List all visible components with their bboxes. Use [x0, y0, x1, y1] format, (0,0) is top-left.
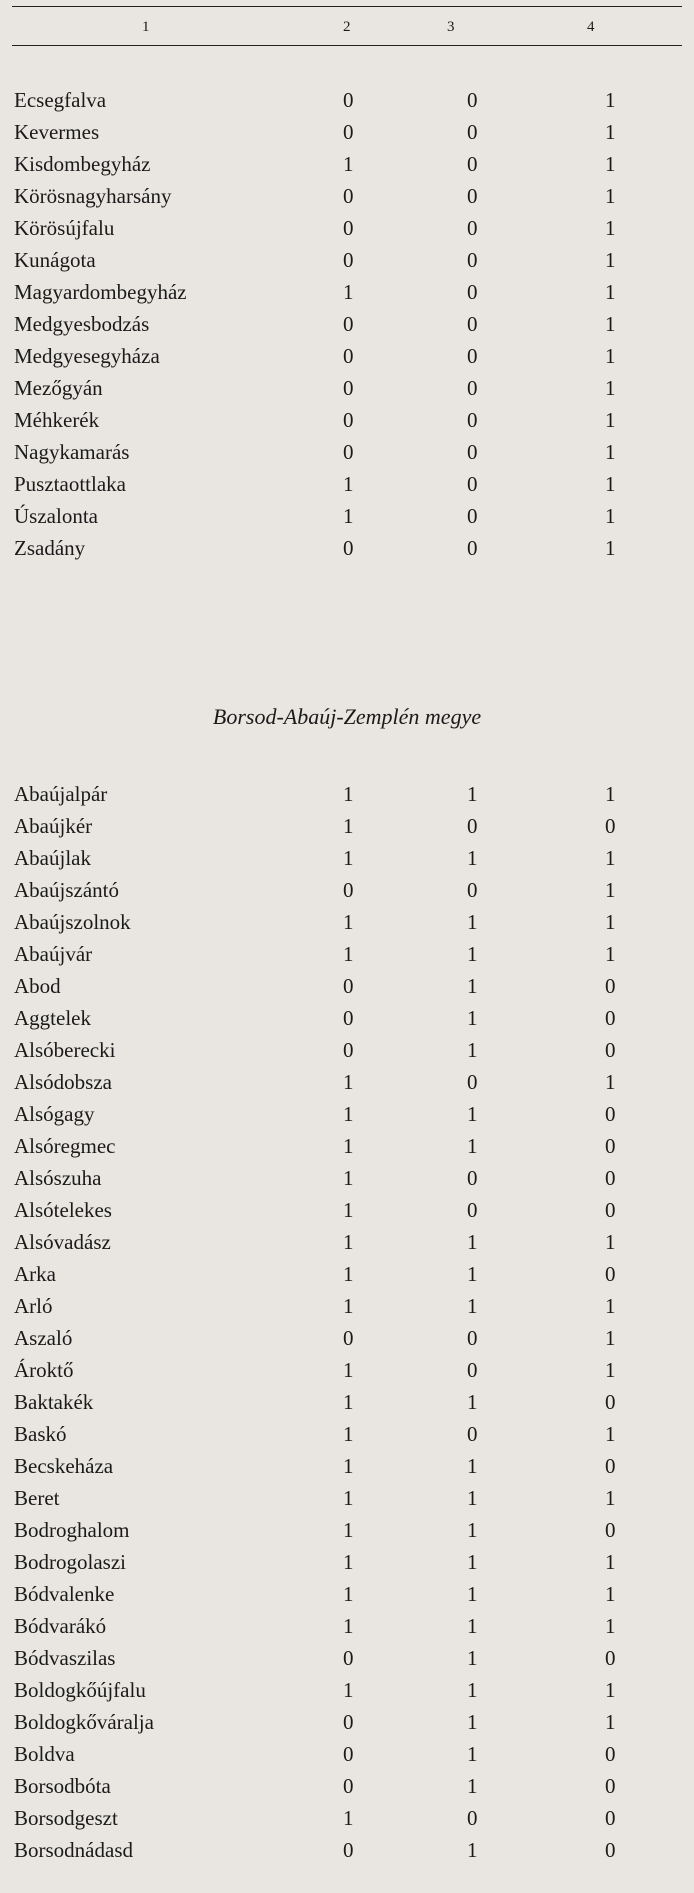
column-header-3: 3 [447, 19, 455, 35]
column-4-value: 0 [605, 1518, 616, 1542]
settlement-name: Boldogkőváralja [14, 1710, 154, 1734]
column-4-value: 0 [605, 1390, 616, 1414]
table-row [0, 532, 694, 564]
settlement-name: Bodrogolaszi [14, 1550, 126, 1574]
table-row [0, 212, 694, 244]
table-row [0, 1226, 694, 1258]
column-4-value: 0 [605, 1198, 616, 1222]
column-2-value: 1 [343, 472, 354, 496]
column-3-value: 1 [467, 1102, 478, 1126]
settlement-name: Abod [14, 974, 61, 998]
settlement-name: Alsószuha [14, 1166, 102, 1190]
table-row [0, 340, 694, 372]
column-4-value: 1 [605, 782, 616, 806]
column-2-value: 1 [343, 280, 354, 304]
column-3-value: 1 [467, 1262, 478, 1286]
column-4-value: 0 [605, 1774, 616, 1798]
column-4-value: 1 [605, 1678, 616, 1702]
settlement-name: Kevermes [14, 120, 100, 144]
column-2-value: 0 [343, 120, 354, 144]
column-2-value: 1 [343, 1614, 354, 1638]
table-row [0, 1322, 694, 1354]
column-2-value: 1 [343, 152, 354, 176]
settlement-name: Abaújlak [14, 846, 91, 870]
settlement-name: Abaújszántó [14, 878, 119, 902]
column-2-value: 0 [343, 88, 354, 112]
table-row [0, 404, 694, 436]
column-2-value: 0 [343, 216, 354, 240]
column-4-value: 1 [605, 1294, 616, 1318]
column-3-value: 1 [467, 1038, 478, 1062]
settlement-name: Becskeháza [14, 1454, 114, 1478]
column-3-value: 0 [467, 440, 478, 464]
column-2-value: 1 [343, 1102, 354, 1126]
column-3-value: 1 [467, 1838, 478, 1862]
settlement-name: Körösújfalu [14, 216, 115, 240]
settlement-name: Arka [14, 1262, 56, 1286]
settlement-name: Méhkerék [14, 408, 100, 432]
column-3-value: 0 [467, 88, 478, 112]
column-2-value: 0 [343, 878, 354, 902]
column-4-value: 0 [605, 1006, 616, 1030]
settlement-name: Borsodgeszt [14, 1806, 118, 1830]
column-2-value: 0 [343, 184, 354, 208]
column-4-value: 1 [605, 1422, 616, 1446]
table-row [0, 1386, 694, 1418]
column-2-value: 1 [343, 910, 354, 934]
table-row [0, 938, 694, 970]
settlement-name: Abaújalpár [14, 782, 108, 806]
table-top-rule [12, 6, 682, 7]
table-row [0, 1162, 694, 1194]
column-3-value: 1 [467, 1454, 478, 1478]
column-2-value: 0 [343, 408, 354, 432]
settlement-name: Bódvalenke [14, 1582, 115, 1606]
column-4-value: 1 [605, 472, 616, 496]
column-4-value: 1 [605, 846, 616, 870]
column-2-value: 0 [343, 344, 354, 368]
column-3-value: 1 [467, 1614, 478, 1638]
column-2-value: 0 [343, 1838, 354, 1862]
settlement-name: Medgyesbodzás [14, 312, 150, 336]
table-row [0, 372, 694, 404]
column-4-value: 1 [605, 1070, 616, 1094]
table-row [0, 1034, 694, 1066]
column-2-value: 1 [343, 1390, 354, 1414]
column-4-value: 0 [605, 1102, 616, 1126]
column-3-value: 1 [467, 1230, 478, 1254]
table-row [0, 1482, 694, 1514]
settlement-name: Nagykamarás [14, 440, 130, 464]
column-4-value: 0 [605, 974, 616, 998]
column-header-2: 2 [343, 19, 351, 35]
column-3-value: 1 [467, 910, 478, 934]
column-3-value: 1 [467, 1006, 478, 1030]
settlement-name: Aggtelek [14, 1006, 91, 1030]
column-2-value: 1 [343, 814, 354, 838]
table-row [0, 276, 694, 308]
settlement-name: Baskó [14, 1422, 67, 1446]
column-3-value: 1 [467, 782, 478, 806]
column-4-value: 0 [605, 1646, 616, 1670]
column-4-value: 1 [605, 1582, 616, 1606]
column-4-value: 0 [605, 1038, 616, 1062]
column-4-value: 1 [605, 1326, 616, 1350]
column-2-value: 1 [343, 1678, 354, 1702]
county-section-title: Borsod-Abaúj-Zemplén megye [212, 704, 482, 729]
column-4-value: 1 [605, 88, 616, 112]
column-4-value: 0 [605, 1838, 616, 1862]
table-row [0, 874, 694, 906]
column-3-value: 1 [467, 1134, 478, 1158]
column-3-value: 0 [467, 312, 478, 336]
settlement-name: Alsóregmec [14, 1134, 116, 1158]
column-4-value: 1 [605, 1358, 616, 1382]
settlement-name: Körösnagyharsány [14, 184, 172, 208]
table-row [0, 810, 694, 842]
column-3-value: 1 [467, 974, 478, 998]
column-2-value: 0 [343, 974, 354, 998]
column-3-value: 0 [467, 376, 478, 400]
column-4-value: 1 [605, 1614, 616, 1638]
column-3-value: 0 [467, 280, 478, 304]
column-3-value: 0 [467, 472, 478, 496]
column-3-value: 1 [467, 1678, 478, 1702]
table-row [0, 436, 694, 468]
column-4-value: 1 [605, 408, 616, 432]
table-row [0, 244, 694, 276]
table-row [0, 778, 694, 810]
settlement-name: Alsótelekes [14, 1198, 112, 1222]
column-3-value: 0 [467, 120, 478, 144]
column-3-value: 1 [467, 846, 478, 870]
column-3-value: 0 [467, 184, 478, 208]
table-row [0, 1290, 694, 1322]
settlement-name: Abaújkér [14, 814, 93, 838]
settlement-name: Ároktő [14, 1358, 74, 1382]
settlement-name: Magyardombegyház [14, 280, 187, 304]
column-3-value: 0 [467, 1198, 478, 1222]
column-3-value: 0 [467, 814, 478, 838]
column-4-value: 1 [605, 280, 616, 304]
settlement-name: Úszalonta [14, 504, 98, 528]
table-row [0, 1706, 694, 1738]
column-2-value: 1 [343, 1358, 354, 1382]
column-3-value: 0 [467, 152, 478, 176]
column-4-value: 1 [605, 344, 616, 368]
column-2-value: 1 [343, 1070, 354, 1094]
settlement-name: Alsóvadász [14, 1230, 111, 1254]
column-3-value: 1 [467, 1646, 478, 1670]
table-row [0, 468, 694, 500]
column-4-value: 1 [605, 312, 616, 336]
settlement-name: Pusztaottlaka [14, 472, 126, 496]
column-3-value: 1 [467, 1582, 478, 1606]
column-2-value: 0 [343, 248, 354, 272]
table-row [0, 1610, 694, 1642]
column-4-value: 1 [605, 504, 616, 528]
column-4-value: 1 [605, 1230, 616, 1254]
table-row [0, 1546, 694, 1578]
table-row [0, 1802, 694, 1834]
column-4-value: 0 [605, 1134, 616, 1158]
column-3-value: 0 [467, 1166, 478, 1190]
settlement-name: Abaújszolnok [14, 910, 131, 934]
column-3-value: 1 [467, 1742, 478, 1766]
column-3-value: 0 [467, 1358, 478, 1382]
settlement-name: Aszaló [14, 1326, 73, 1350]
settlement-name: Mezőgyán [14, 376, 103, 400]
table-row [0, 970, 694, 1002]
column-2-value: 1 [343, 846, 354, 870]
column-3-value: 0 [467, 344, 478, 368]
settlement-name: Alsógagy [14, 1102, 95, 1126]
column-4-value: 0 [605, 1806, 616, 1830]
column-2-value: 1 [343, 1486, 354, 1510]
column-4-value: 0 [605, 1742, 616, 1766]
column-4-value: 1 [605, 184, 616, 208]
column-4-value: 0 [605, 1262, 616, 1286]
column-3-value: 1 [467, 1710, 478, 1734]
column-2-value: 0 [343, 1006, 354, 1030]
column-2-value: 1 [343, 1582, 354, 1606]
column-2-value: 1 [343, 1518, 354, 1542]
table-row [0, 1834, 694, 1866]
settlement-name: Beret [14, 1486, 60, 1510]
settlement-name: Baktakék [14, 1390, 94, 1414]
table-row [0, 906, 694, 938]
settlement-name: Zsadány [14, 536, 86, 560]
column-3-value: 0 [467, 504, 478, 528]
settlement-name: Kisdombegyház [14, 152, 151, 176]
column-2-value: 0 [343, 1742, 354, 1766]
column-3-value: 0 [467, 536, 478, 560]
table-row [0, 1674, 694, 1706]
column-2-value: 1 [343, 1422, 354, 1446]
settlement-name: Alsóberecki [14, 1038, 116, 1062]
column-2-value: 1 [343, 1454, 354, 1478]
column-3-value: 0 [467, 1070, 478, 1094]
settlement-name: Boldva [14, 1742, 75, 1766]
settlement-name: Ecsegfalva [14, 88, 107, 112]
column-3-value: 0 [467, 408, 478, 432]
table-row [0, 1738, 694, 1770]
table-row [0, 1578, 694, 1610]
column-4-value: 0 [605, 1166, 616, 1190]
column-2-value: 0 [343, 1326, 354, 1350]
column-2-value: 1 [343, 942, 354, 966]
column-4-value: 1 [605, 152, 616, 176]
settlement-name: Bodroghalom [14, 1518, 130, 1542]
table-row [0, 148, 694, 180]
column-4-value: 0 [605, 1454, 616, 1478]
table-row [0, 1770, 694, 1802]
column-2-value: 0 [343, 1038, 354, 1062]
column-3-value: 1 [467, 1294, 478, 1318]
column-4-value: 1 [605, 536, 616, 560]
column-4-value: 1 [605, 942, 616, 966]
column-2-value: 0 [343, 536, 354, 560]
column-4-value: 1 [605, 878, 616, 902]
column-2-value: 1 [343, 1198, 354, 1222]
table-row [0, 1258, 694, 1290]
column-3-value: 0 [467, 248, 478, 272]
table-row [0, 1098, 694, 1130]
column-2-value: 1 [343, 1134, 354, 1158]
table-row [0, 84, 694, 116]
column-2-value: 1 [343, 1806, 354, 1830]
column-3-value: 1 [467, 1390, 478, 1414]
table-row [0, 1002, 694, 1034]
column-4-value: 1 [605, 216, 616, 240]
table-row [0, 116, 694, 148]
column-4-value: 1 [605, 120, 616, 144]
settlement-name: Abaújvár [14, 942, 93, 966]
column-2-value: 0 [343, 440, 354, 464]
settlement-name: Kunágota [14, 248, 96, 272]
table-row [0, 1450, 694, 1482]
column-header-1: 1 [142, 19, 150, 35]
column-4-value: 1 [605, 1710, 616, 1734]
settlement-name: Bódvarákó [14, 1614, 107, 1638]
table-row [0, 308, 694, 340]
column-4-value: 1 [605, 248, 616, 272]
settlement-name: Borsodbóta [14, 1774, 111, 1798]
column-4-value: 1 [605, 440, 616, 464]
settlement-name: Borsodnádasd [14, 1838, 133, 1862]
table-row [0, 1418, 694, 1450]
settlement-name: Arló [14, 1294, 53, 1318]
column-2-value: 0 [343, 312, 354, 336]
column-2-value: 0 [343, 1710, 354, 1734]
column-4-value: 1 [605, 376, 616, 400]
table-row [0, 1642, 694, 1674]
column-3-value: 1 [467, 1518, 478, 1542]
column-2-value: 1 [343, 1166, 354, 1190]
table-row [0, 842, 694, 874]
table-row [0, 180, 694, 212]
header-rule [12, 45, 682, 46]
column-4-value: 1 [605, 1550, 616, 1574]
column-2-value: 1 [343, 1550, 354, 1574]
table-row [0, 1066, 694, 1098]
table-row [0, 1514, 694, 1546]
settlement-name: Bódvaszilas [14, 1646, 116, 1670]
column-3-value: 0 [467, 1326, 478, 1350]
column-2-value: 1 [343, 782, 354, 806]
column-2-value: 1 [343, 1230, 354, 1254]
table-row [0, 1194, 694, 1226]
column-3-value: 1 [467, 1486, 478, 1510]
column-3-value: 0 [467, 1806, 478, 1830]
settlement-name: Medgyesegyháza [14, 344, 160, 368]
column-3-value: 0 [467, 1422, 478, 1446]
column-3-value: 0 [467, 878, 478, 902]
column-2-value: 1 [343, 504, 354, 528]
column-3-value: 1 [467, 1550, 478, 1574]
settlement-name: Alsódobsza [14, 1070, 112, 1094]
table-row [0, 500, 694, 532]
column-3-value: 1 [467, 942, 478, 966]
table-row [0, 1354, 694, 1386]
column-3-value: 1 [467, 1774, 478, 1798]
column-2-value: 0 [343, 1646, 354, 1670]
column-4-value: 0 [605, 814, 616, 838]
column-4-value: 1 [605, 910, 616, 934]
column-2-value: 1 [343, 1262, 354, 1286]
column-header-4: 4 [587, 19, 595, 35]
column-3-value: 0 [467, 216, 478, 240]
settlement-name: Boldogkőújfalu [14, 1678, 146, 1702]
column-2-value: 0 [343, 376, 354, 400]
column-2-value: 1 [343, 1294, 354, 1318]
column-4-value: 1 [605, 1486, 616, 1510]
column-2-value: 0 [343, 1774, 354, 1798]
table-row [0, 1130, 694, 1162]
